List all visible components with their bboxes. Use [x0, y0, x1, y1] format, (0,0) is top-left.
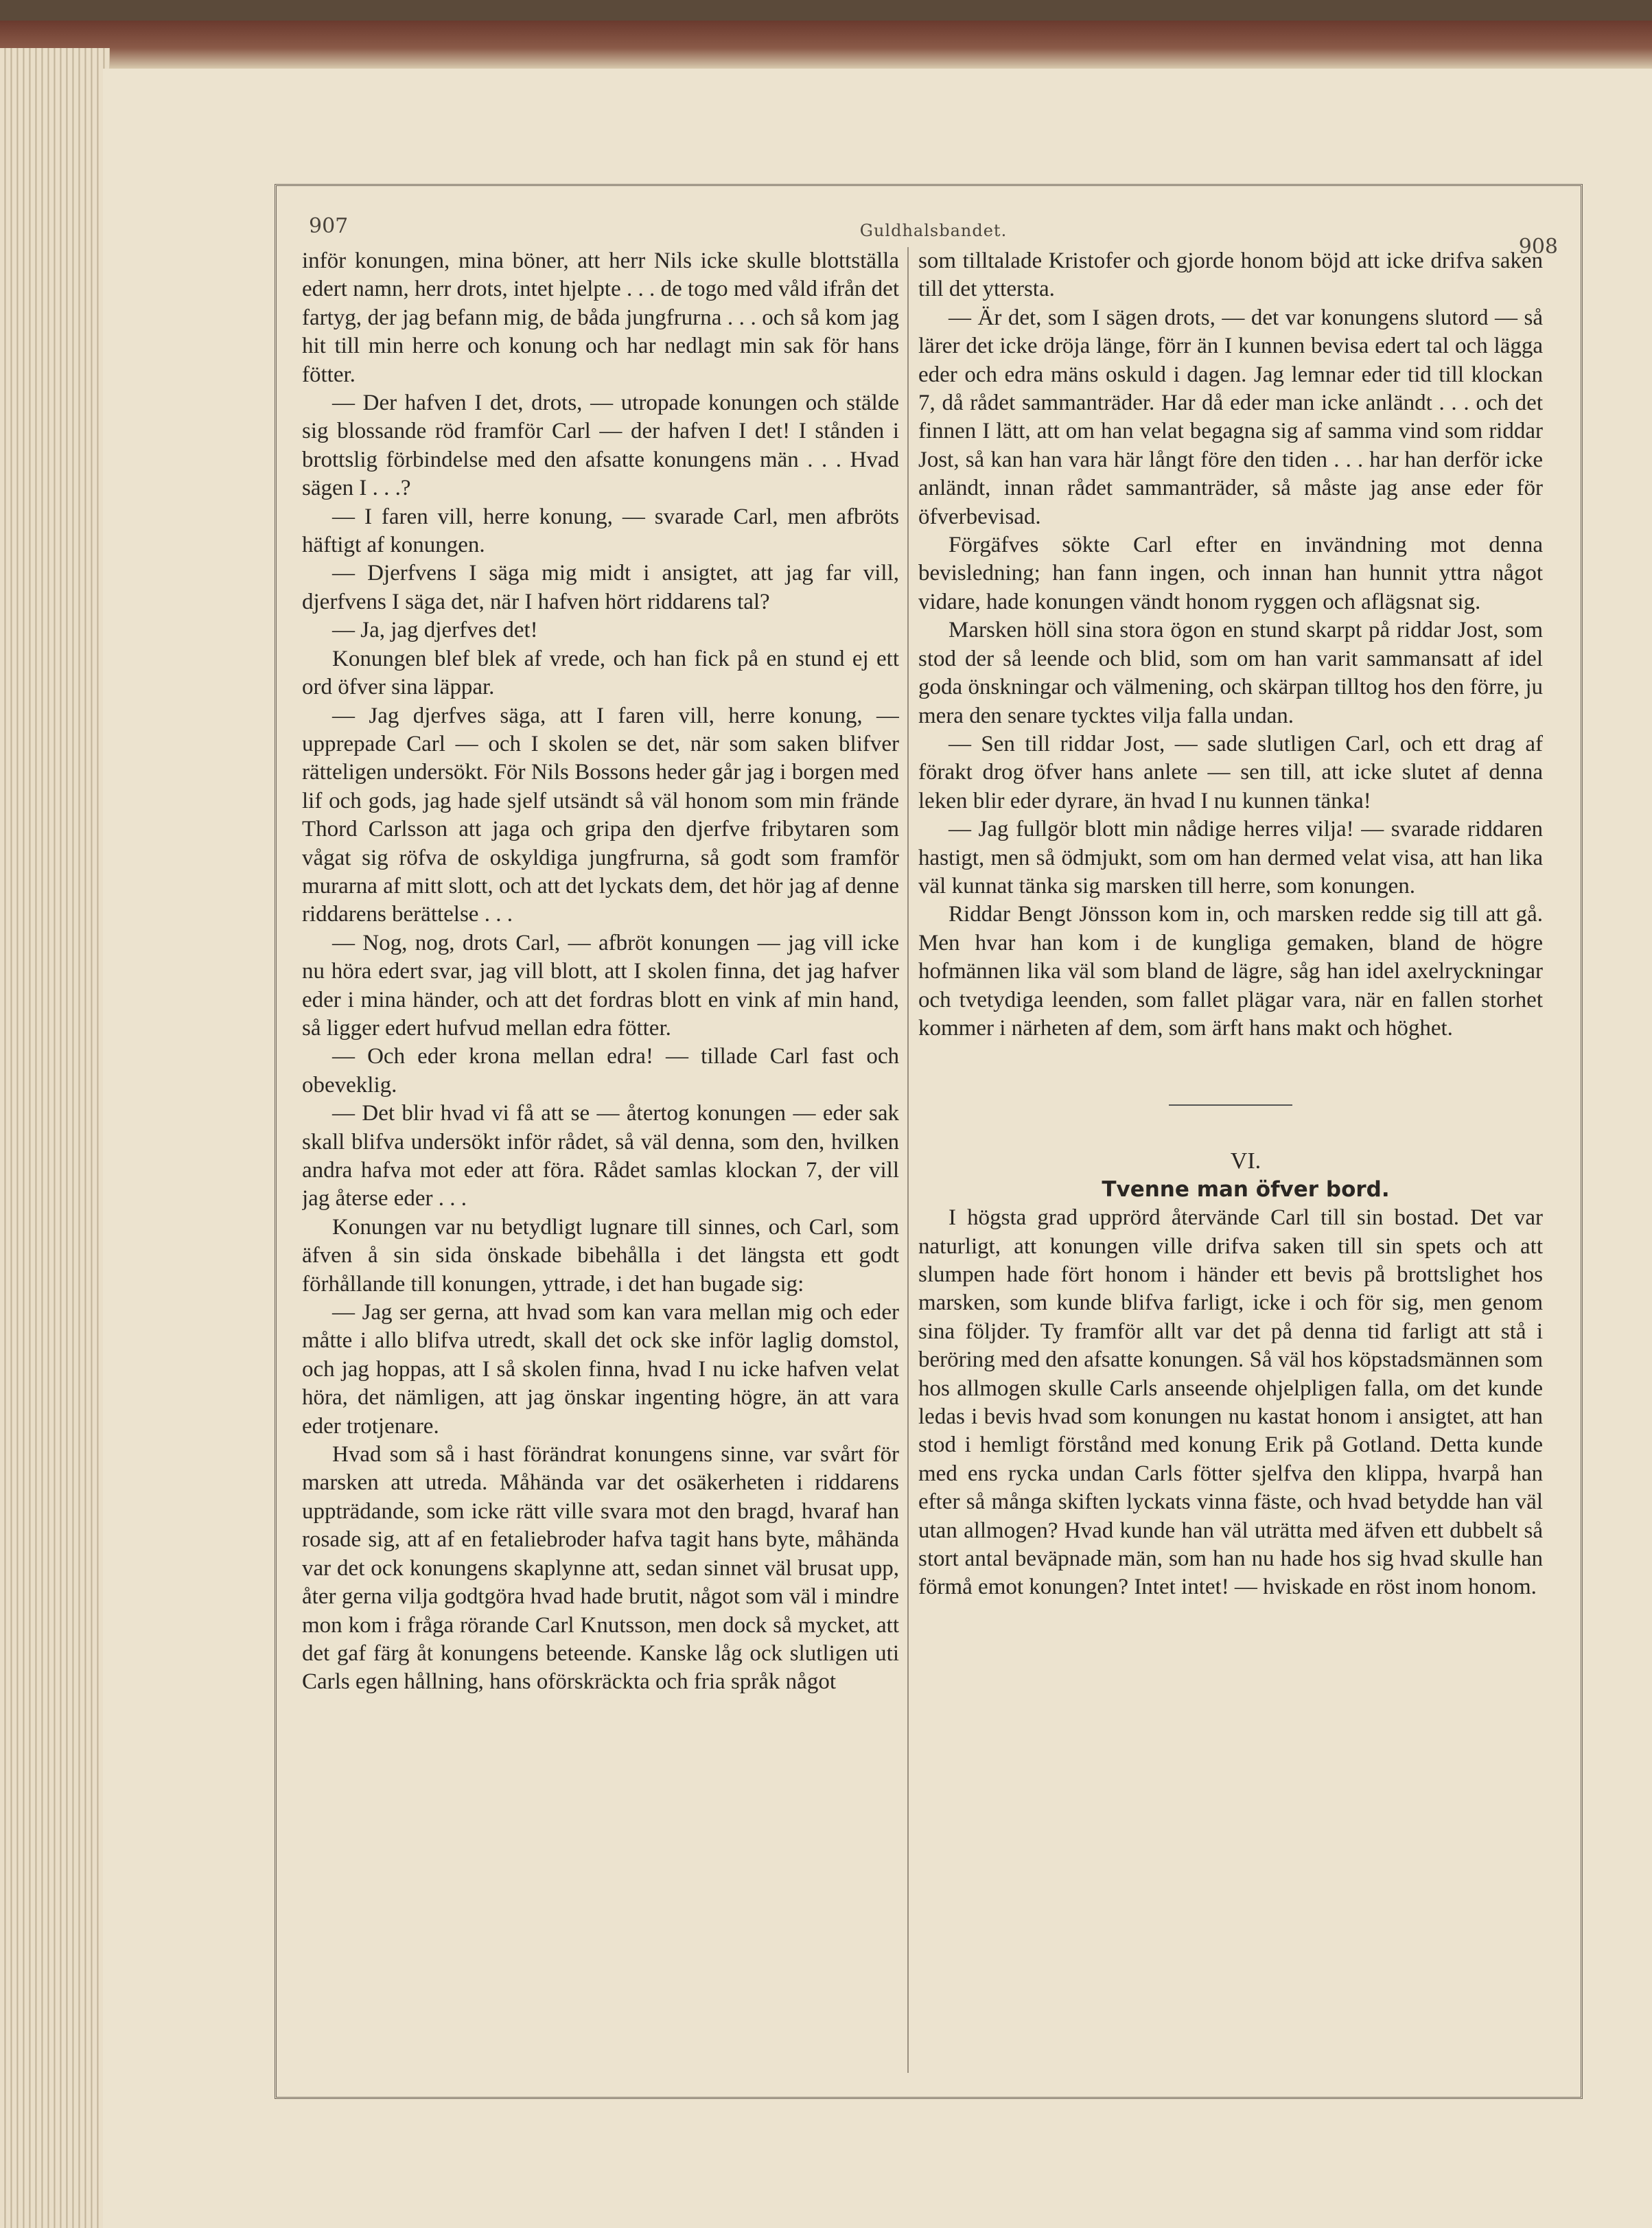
paragraph: — Djerfvens I säga mig midt i ansigtet, att jag far vill, djerfvens I säga det, när I hafven hört riddarens tal?: [302, 561, 899, 614]
paragraph: — Nog, nog, drots Carl, — afbröt konungen — jag vill icke nu höra edert svar, jag vill blott, att I skolen finna, det jag hafver eder i mina händer, och att det fordras blott en vink af min hand, så ligger edert hufvud mellan edra fötter.: [302, 930, 899, 1041]
chapter-title: Tvenne man öfver bord.: [1102, 1176, 1390, 1202]
paragraph: — Ja, jag djerfves det!: [332, 618, 538, 643]
running-title: Guldhalsbandet.: [859, 221, 1008, 240]
paragraph: — Jag fullgör blott min nådige herres vilja! — svarade riddaren hastigt, men så ödmjukt, som om han dermed velat visa, att han lika väl kunnat tänka sig marsken till herre, som konungen.: [918, 817, 1543, 898]
paragraph: — Är det, som I sägen drots, — det var konungens slutord — så lärer det icke dröja länge, förr än I kunnen bevisa edert tal och lägga eder och edra mäns oskuld i dagen. Jag lemnar eder tid till klockan 7, då rådet sammanträder. Har då eder man icke anländt . . . och det finnen I lätt, att om han velat begagna sig af samma vind som riddar Jost, så kan han vara här långt före den tiden . . . har han derför icke anländt, innan rådet sammanträder, så måste jag anse eder för öfverbevisad.: [918, 305, 1543, 529]
paragraph: — Der hafven I det, drots, — utropade konungen och stälde sig blossande röd framför Carl — der hafven I det! I stånden i brottslig förbindelse med den afsatte konungens män . . . Hvad sägen I . . .?: [302, 391, 899, 501]
paragraph: Konungen blef blek af vrede, och han fick på en stund ej ett ord öfver sina läppar.: [302, 646, 899, 700]
page-number-left: 907: [309, 214, 349, 238]
paragraph: Marsken höll sina stora ögon en stund skarpt på riddar Jost, som stod der så leende och blid, som om han varit sammansatt af idel goda önskningar och välmening, och skärpan tilltog hos den förre, ju mera den senare tycktes vilja falla undan.: [918, 618, 1543, 728]
paragraph: — Det blir hvad vi få att se — återtog konungen — eder sak skall blifva undersökt inför rådet, så väl denna, som den, hvilken andra hafva mot eder att föra. Rådet samlas klockan 7, der vill jag återse eder . . .: [302, 1101, 899, 1211]
paragraph: Hvad som så i hast förändrat konungens sinne, var svårt för marsken att utreda. Måhända var det osäkerheten i riddarens uppträdande, som icke rätt ville svara mot den bragd, hvaraf han rosade sig, att af en fetaliebroder hafva tagit hans byte, måhända var det ock konungens skaplynne att, sedan sinnet väl brusat upp, åter gerna vilja godtgöra hvad hade brutit, något som väl i mindre mon kom i fråga rörande Carl Knutsson, men dock så mycket, att det gaf färg åt konungens beteende. Kanske låg ock slutligen uti Carls egen hållning, hans oförskräckta och fria språk något: [302, 1442, 899, 1695]
right-column: [918, 247, 1543, 2073]
page-number-right: 908: [1518, 235, 1558, 259]
paragraph: I högsta grad upprörd återvände Carl till sin bostad. Det var naturligt, att konungen ville drifva saken till sin spets och att slumpen hade fört honom i händer ett bevis på brottslighet hos marsken, som kunde blifva farligt, icke i och för sig, men genom sina följder. Ty framför allt var det på denna tid farligt att stå i beröring med den afsatte konungen. Så väl hos köpstadsmännen som hos allmogen skulle Carls anseende ohjelpligen falla, om det kunde ledas i bevis hvad som konungen nu kastat honom i ansigtet, att han stod i hemligt förstånd med konung Erik på Gotland. Detta kunde med ens rycka undan Carls fötter sjelfva den klippa, hvarpå han efter så många skiften lyckats vinna fäste, och hvad betydde han väl utan allmogen? Hvad kunde han väl uträtta med äfven ett dubbelt så stort antal beväpnade män, som han nu hade hos sig hvad skulle han förmå emot konungen? Intet intet! — hviskade en röst inom honom.: [918, 1205, 1543, 1600]
paragraph: — Jag djerfves säga, att I faren vill, herre konung, — upprepade Carl — och I skolen se det, när som saken blifver rätteligen undersökt. För Nils Bossons heder går jag i borgen med lif och gods, jag hade sjelf utsändt så väl honom som min frände Thord Carlsson att jaga och gripa den djerfve fribytaren som vågat sig röfva de oskyldiga jungfrurna, så godt som framför murarna af mitt slott, och att det lyckats dem, det hör jag af denne riddarens berättelse . . .: [302, 703, 899, 927]
column-divider: [907, 247, 909, 2073]
paragraph: inför konungen, mina böner, att herr Nils icke skulle blottställa edert namn, herr drots, intet hjelpte . . . de togo med våld ifrån det fartyg, der jag befann mig, de båda jungfrurna . . . och så kom jag hit till min herre och konung och har nedlagt min sak för hans fötter.: [302, 248, 899, 387]
paragraph: Förgäfves sökte Carl efter en invändning mot denna bevisledning; han fann ingen, och innan han hunnit yttra något vidare, hade konungen vändt honom ryggen och aflägsnat sig.: [918, 533, 1543, 614]
page-edges: [0, 48, 110, 2228]
paragraph: — Och eder krona mellan edra! — tillade Carl fast och obeveklig.: [302, 1044, 899, 1098]
paragraph: som tilltalade Kristofer och gjorde honom böjd att icke drifva saken till det yttersta.: [918, 248, 1543, 302]
chapter-number: VI.: [1230, 1148, 1261, 1174]
paragraph: Riddar Bengt Jönsson kom in, och marsken redde sig till att gå. Men hvar han kom i de kungliga gemaken, bland de högre hofmännen lika väl som bland de lägre, såg han idel axelryckningar och tvetydiga leenden, som fallet plägar vara, när en fallen storhet kommer i närheten af dem, som ärft hans makt och höghet.: [918, 902, 1543, 1041]
paragraph: — Jag ser gerna, att hvad som kan vara mellan mig och eder måtte i allo blifva utredt, skall det ock ske inför laglig domstol, och jag hoppas, att I så skolen finna, hvad I nu icke hafven velat höra, det nämligen, att jag önskar ingenting högre, än att vara eder trotjenare.: [302, 1300, 899, 1439]
left-column: [302, 247, 899, 2073]
paragraph: Konungen var nu betydligt lugnare till sinnes, och Carl, som äfven å sin sida önskade bibehålla i det längsta ett godt förhållande till konungen, yttrade, i det han bugade sig:: [302, 1214, 899, 1297]
paragraph: — I faren vill, herre konung, — svarade Carl, men afbröts häftigt af konungen.: [302, 504, 899, 558]
paragraph: — Sen till riddar Jost, — sade slutligen Carl, och ett drag af förakt drog öfver hans anlete — sen till, att icke slutet af denna leken blir eder dyrare, än hvad I nu kunnen tänka!: [918, 731, 1543, 813]
section-separator: [1169, 1104, 1292, 1106]
